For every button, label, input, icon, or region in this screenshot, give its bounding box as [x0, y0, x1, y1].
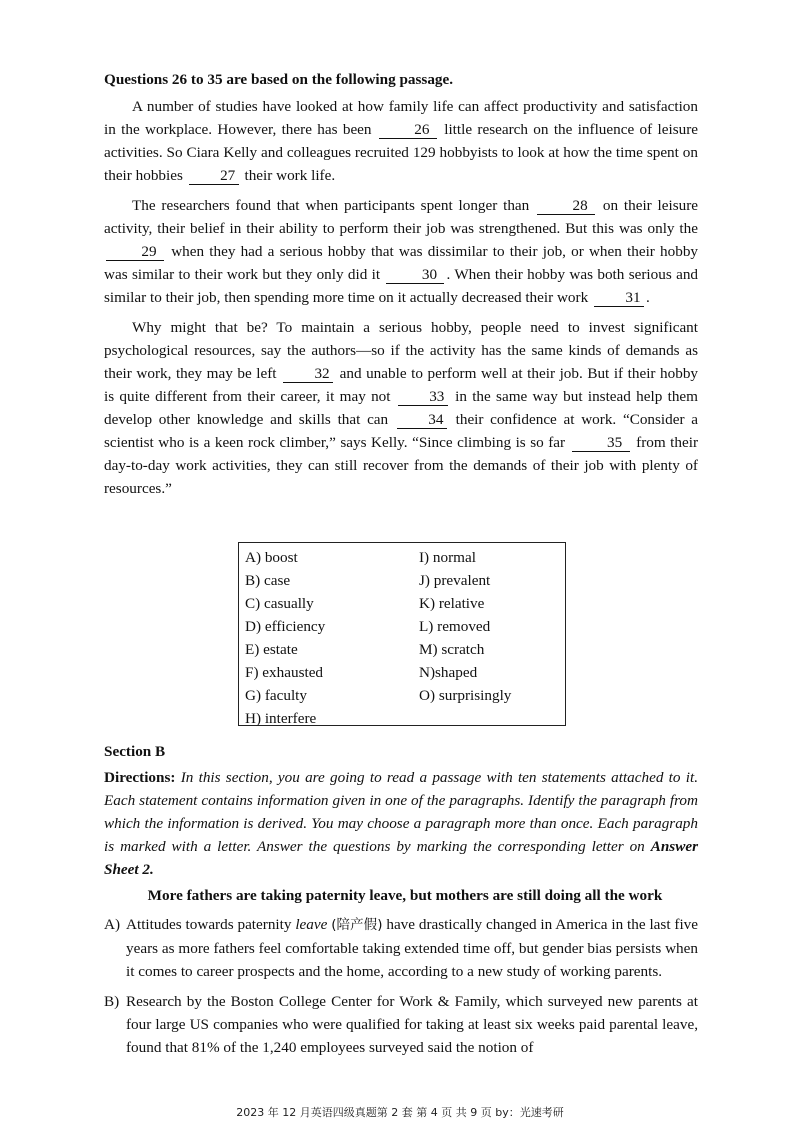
- passage-paragraph-3: Why might that be? To maintain a serious hobby, people need to invest significant psychological resources, say the authors—so if the activity has the same kinds of demands as their work, they may be left 32 and unable to perform well at their job. But if their hobby is quite different from their career, it may not 33 in the same way but instead help them develop other knowledge and skills that can 34 their confidence at work. “Consider a scientist who is a keen rock climber,” says Kelly. “Since climbing is so far 35 from their day-to-day work activities, they can still recover from the demands of their job with plenty of resources.”: [104, 319, 699, 497]
- option-n: N)shaped: [419, 664, 478, 681]
- paragraph-b: B) Research by the Boston College Center for Work & Family, which surveyed new parents at four large US companies who were qualified for taking at least six weeks paid parental leave, found that 81% of the 1,240 employees surveyed said the notion of: [104, 990, 698, 1059]
- chinese-gloss: (陪产假): [331, 917, 383, 933]
- blank-34[interactable]: 34: [397, 411, 447, 429]
- word-bank-right-column: [419, 546, 511, 707]
- option-f: F) exhausted: [245, 664, 324, 681]
- blank-30[interactable]: 30: [386, 266, 444, 284]
- option-c: C) casually: [245, 595, 314, 612]
- blank-33[interactable]: 33: [398, 388, 448, 406]
- option-a: A) boost: [245, 549, 298, 566]
- option-h: H) interfere: [245, 710, 317, 727]
- paragraph-a: A) Attitudes towards paternity leave (陪产假) have drastically changed in America in the last five years as more fathers feel comfortable taking extended time off, but gender bias persists when it comes to career prospects and the home, according to a new study of working parents.: [104, 913, 698, 983]
- option-j: J) prevalent: [419, 572, 491, 589]
- paragraph-a-letter: A): [104, 916, 121, 933]
- blank-26[interactable]: 26: [379, 121, 437, 139]
- word-bank-box: [238, 542, 566, 726]
- option-k: K) relative: [419, 595, 485, 612]
- directions-label: Directions:: [104, 769, 176, 786]
- passage-paragraph-2: The researchers found that when participants spent longer than 28 on their leisure activity, their belief in their ability to perform their job was strengthened. But this was only the 29 when they had a serious hobby that was dissimilar to their job, or when their hobby was similar to their work but they only did it 30 . When their hobby was both serious and similar to their job, then spending more time on it actually decreased their work 31 .: [104, 197, 699, 306]
- questions-heading: Questions 26 to 35 are based on the following passage.: [104, 71, 454, 88]
- option-e: E) estate: [245, 641, 298, 658]
- option-o: O) surprisingly: [419, 687, 512, 704]
- paragraph-b-letter: B): [104, 993, 120, 1010]
- blank-35[interactable]: 35: [572, 434, 630, 452]
- page-footer: 2023 年 12 月英语四级真题第 2 套 第 4 页 共 9 页 by：光速考研: [236, 1106, 564, 1119]
- section-b: [104, 740, 698, 1066]
- answer-sheet-ref: Answer Sheet 2.: [104, 838, 698, 878]
- word-bank-left-column: [245, 546, 325, 730]
- directions-text: In this section, you are going to read a passage with ten statements attached to it. Each statement contains information given in one of the paragraphs. Identify the paragraph from which the information is derived. You may choose a paragraph more than once. Each paragraph is marked with a letter. Answer the questions by marking the corresponding letter on: [104, 769, 698, 855]
- option-l: L) removed: [419, 618, 491, 635]
- option-i: I) normal: [419, 549, 476, 566]
- passage-paragraph-1: A number of studies have looked at how family life can affect productivity and satisfaction in the workplace. However, there has been 26 little research on the influence of leisure activities. So Ciara Kelly and colleagues recruited 129 hobbyists to look at how the time spent on their hobbies 27 their work life.: [104, 98, 699, 184]
- option-m: M) scratch: [419, 641, 485, 658]
- blank-27[interactable]: 27: [189, 167, 239, 185]
- blank-31[interactable]: 31: [594, 289, 644, 307]
- option-d: D) efficiency: [245, 618, 326, 635]
- section-b-title: Section B: [104, 743, 166, 760]
- article-title: More fathers are taking paternity leave, but mothers are still doing all the work: [147, 887, 663, 904]
- option-g: G) faculty: [245, 687, 307, 704]
- blank-32[interactable]: 32: [283, 365, 333, 383]
- leave-word: leave: [295, 916, 328, 933]
- section-b-directions: [104, 766, 698, 881]
- option-b: B) case: [245, 572, 291, 589]
- blank-28[interactable]: 28: [537, 197, 595, 215]
- exam-page: [104, 68, 699, 1056]
- blank-29[interactable]: 29: [106, 243, 164, 261]
